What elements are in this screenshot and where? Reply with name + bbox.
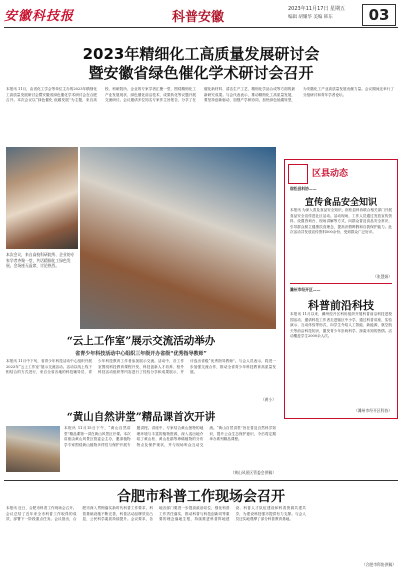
page-number: 03 <box>362 4 396 26</box>
lead-photo-main <box>80 147 276 329</box>
article2-subtitle: 省青少年科技活动中心组织三年级开办省级“优秀指导教师” <box>75 351 207 357</box>
sidebar-item1-location: 宿松县科协—— <box>290 186 317 191</box>
article3-title: “黄山自然讲堂”精品课首次开讲 <box>66 411 216 423</box>
article3-photo <box>6 426 60 472</box>
article2-signature: （黄小） <box>260 397 276 402</box>
sidebar-item1-signature: （张慧娟） <box>373 274 392 279</box>
article3-signature: （黄山风景区管委会供稿） <box>230 470 276 475</box>
lead-body: 本报讯 11月，由省化工学会等单位主办的2023年精细化工高质量发展研讨会暨安徽省绿色催化学术研讨会在合肥召开。本次会议以“绿色催化 低碳发展”为主题，来自高校、科研院所、企业的专家学者汇聚一堂，围绕精细化工产业发展现状、绿色催化前沿技术、成果转化等议题开展交流研讨。会议邀请多位知名专家作主旨报告，分享了在催化新材料、清洁生产工艺、精细化学品合成等方面的最新研究成果。与会代表表示，推动精细化工高质量发展，要坚持创新驱动，加强产学研协同，加快绿色低碳转型，为安徽化工产业高质量发展贡献力量。会议期间还举行了分组研讨和青年学者论坛。 <box>6 87 394 103</box>
bottom-rule <box>4 480 398 481</box>
article4-title: 合肥市科普工作现场会召开 <box>117 489 285 505</box>
sidebar-divider <box>290 283 392 284</box>
sidebar-item2-title: 科普前沿科技 <box>308 299 374 312</box>
masthead-rule <box>4 27 398 28</box>
lead-photo-left <box>6 147 78 249</box>
article2-body: 本报讯 11月中下旬，省青少年科技活动中心组织开展2023年“云上工作室”展示交流活动。活动以线上线下相结合的方式进行，来自全省各地的科技辅导员、青少年科技教育工作者参加展示交流。活动中，各工作室围绕科技教育课程开发、科技创新人才培养、校外科技活动组织等内容进行了经验分享和成果展示，并评选出省级“优秀指导教师”。与会人员表示，将进一步加强交流合作，推动全省青少年科技教育高质量发展。 <box>6 359 276 375</box>
masthead <box>0 0 402 36</box>
sidebar-item1-title: 宣传食品安全知识 <box>304 198 377 208</box>
sidebar-item2-body: 本报讯 11月以来，濉州经开区科协组织开展科普前沿科技进校园活动，邀请科技工作者走进辖区中小学，通过科普讲座、实验演示、互动体验等形式，向学生介绍人工智能、新能源、航空航天等前沿科技知识，激发青少年崇尚科学、探索未知的热情。活动覆盖学生2000余人次。 <box>290 312 392 339</box>
section-title: 科普安徽 <box>172 10 225 25</box>
article3-photo-gap <box>6 474 60 478</box>
sidebar-item2-signature: （濉州市经开区科协） <box>354 408 392 413</box>
lead-caption: 本次会议，来自高校科研院所、企业的专家学者齐聚一堂，共话精细化工绿色发展。会场座无虚席，讨论热烈。 <box>6 252 75 269</box>
sidebar-item2-location: 濉州市经开区—— <box>290 287 321 292</box>
newspaper-logo: 安徽科技报 <box>4 9 75 24</box>
county-news-badge: 区县动态 <box>312 169 349 179</box>
lead-title-line2: 暨安徽省绿色催化学术研讨会召开 <box>88 64 314 82</box>
badge-icon-frame <box>288 164 308 184</box>
article3-body: 本报讯 11月15日下午，“黄山自然讲堂”精品课第一讲在黄山风景区开课。本次讲座由黄山风景区管委会主办，邀请植物学专家围绕黄山植物多样性与保护开展专题讲授。讲座中，专家结合黄山独特的地理环境与丰富的植物资源，深入浅出地介绍了黄山松、黄山杜鹃等珍稀植物的分布特点及保护现状，并与现场听众互动交流。“黄山自然讲堂”旨在普及自然科学知识，提升公众生态保护意识，今后将定期举办系列精品课程。 <box>64 426 276 447</box>
lead-title-line1: 2023年精细化工高质量发展研讨会 <box>82 45 320 63</box>
sidebar-item1-body: 本报讯 为深入普及食品安全知识，宿松县科协联合相关部门开展食品安全宣传进社区活动。活动现场，工作人员通过发放宣传资料、设置咨询台、现场讲解等方式，向群众普及食品安全常识，引导群众树立健康饮食理念，提高识假辨假和自我保护能力。此次活动共发放宣传资料500余份，受到群众广泛好评。 <box>290 208 392 235</box>
editor-credits: 编辑 胡耀华 美编 韩东 <box>288 15 333 20</box>
article4-body-tail <box>310 506 396 562</box>
article4-signature: （合肥市科协供稿） <box>361 562 396 567</box>
article4-body: 本报讯 近日，合肥市科普工作现场会召开。会议总结了近年来全市科普工作取得的成效，部署下一阶段重点任务。会议指出，合肥市深入贯彻落实新时代科普工作要求，科普基础设施不断完善，科普活动品牌效应凸显，公民科学素质持续提升。会议要求，各地各部门要进一步提高政治站位，强化科普工作责任落实，推动科普与科技创新同等重要的理念落地生根，持续推进科普阵地建设、科普人才队伍建设和科普资源共建共享，为建设科技强市提供有力支撑。与会人员还实地观摩了部分科普教育基地。 <box>6 506 306 522</box>
issue-date: 2023年11月17日 星期五 <box>288 6 346 12</box>
article2-title: “云上工作室”展示交流活动举办 <box>66 335 216 347</box>
